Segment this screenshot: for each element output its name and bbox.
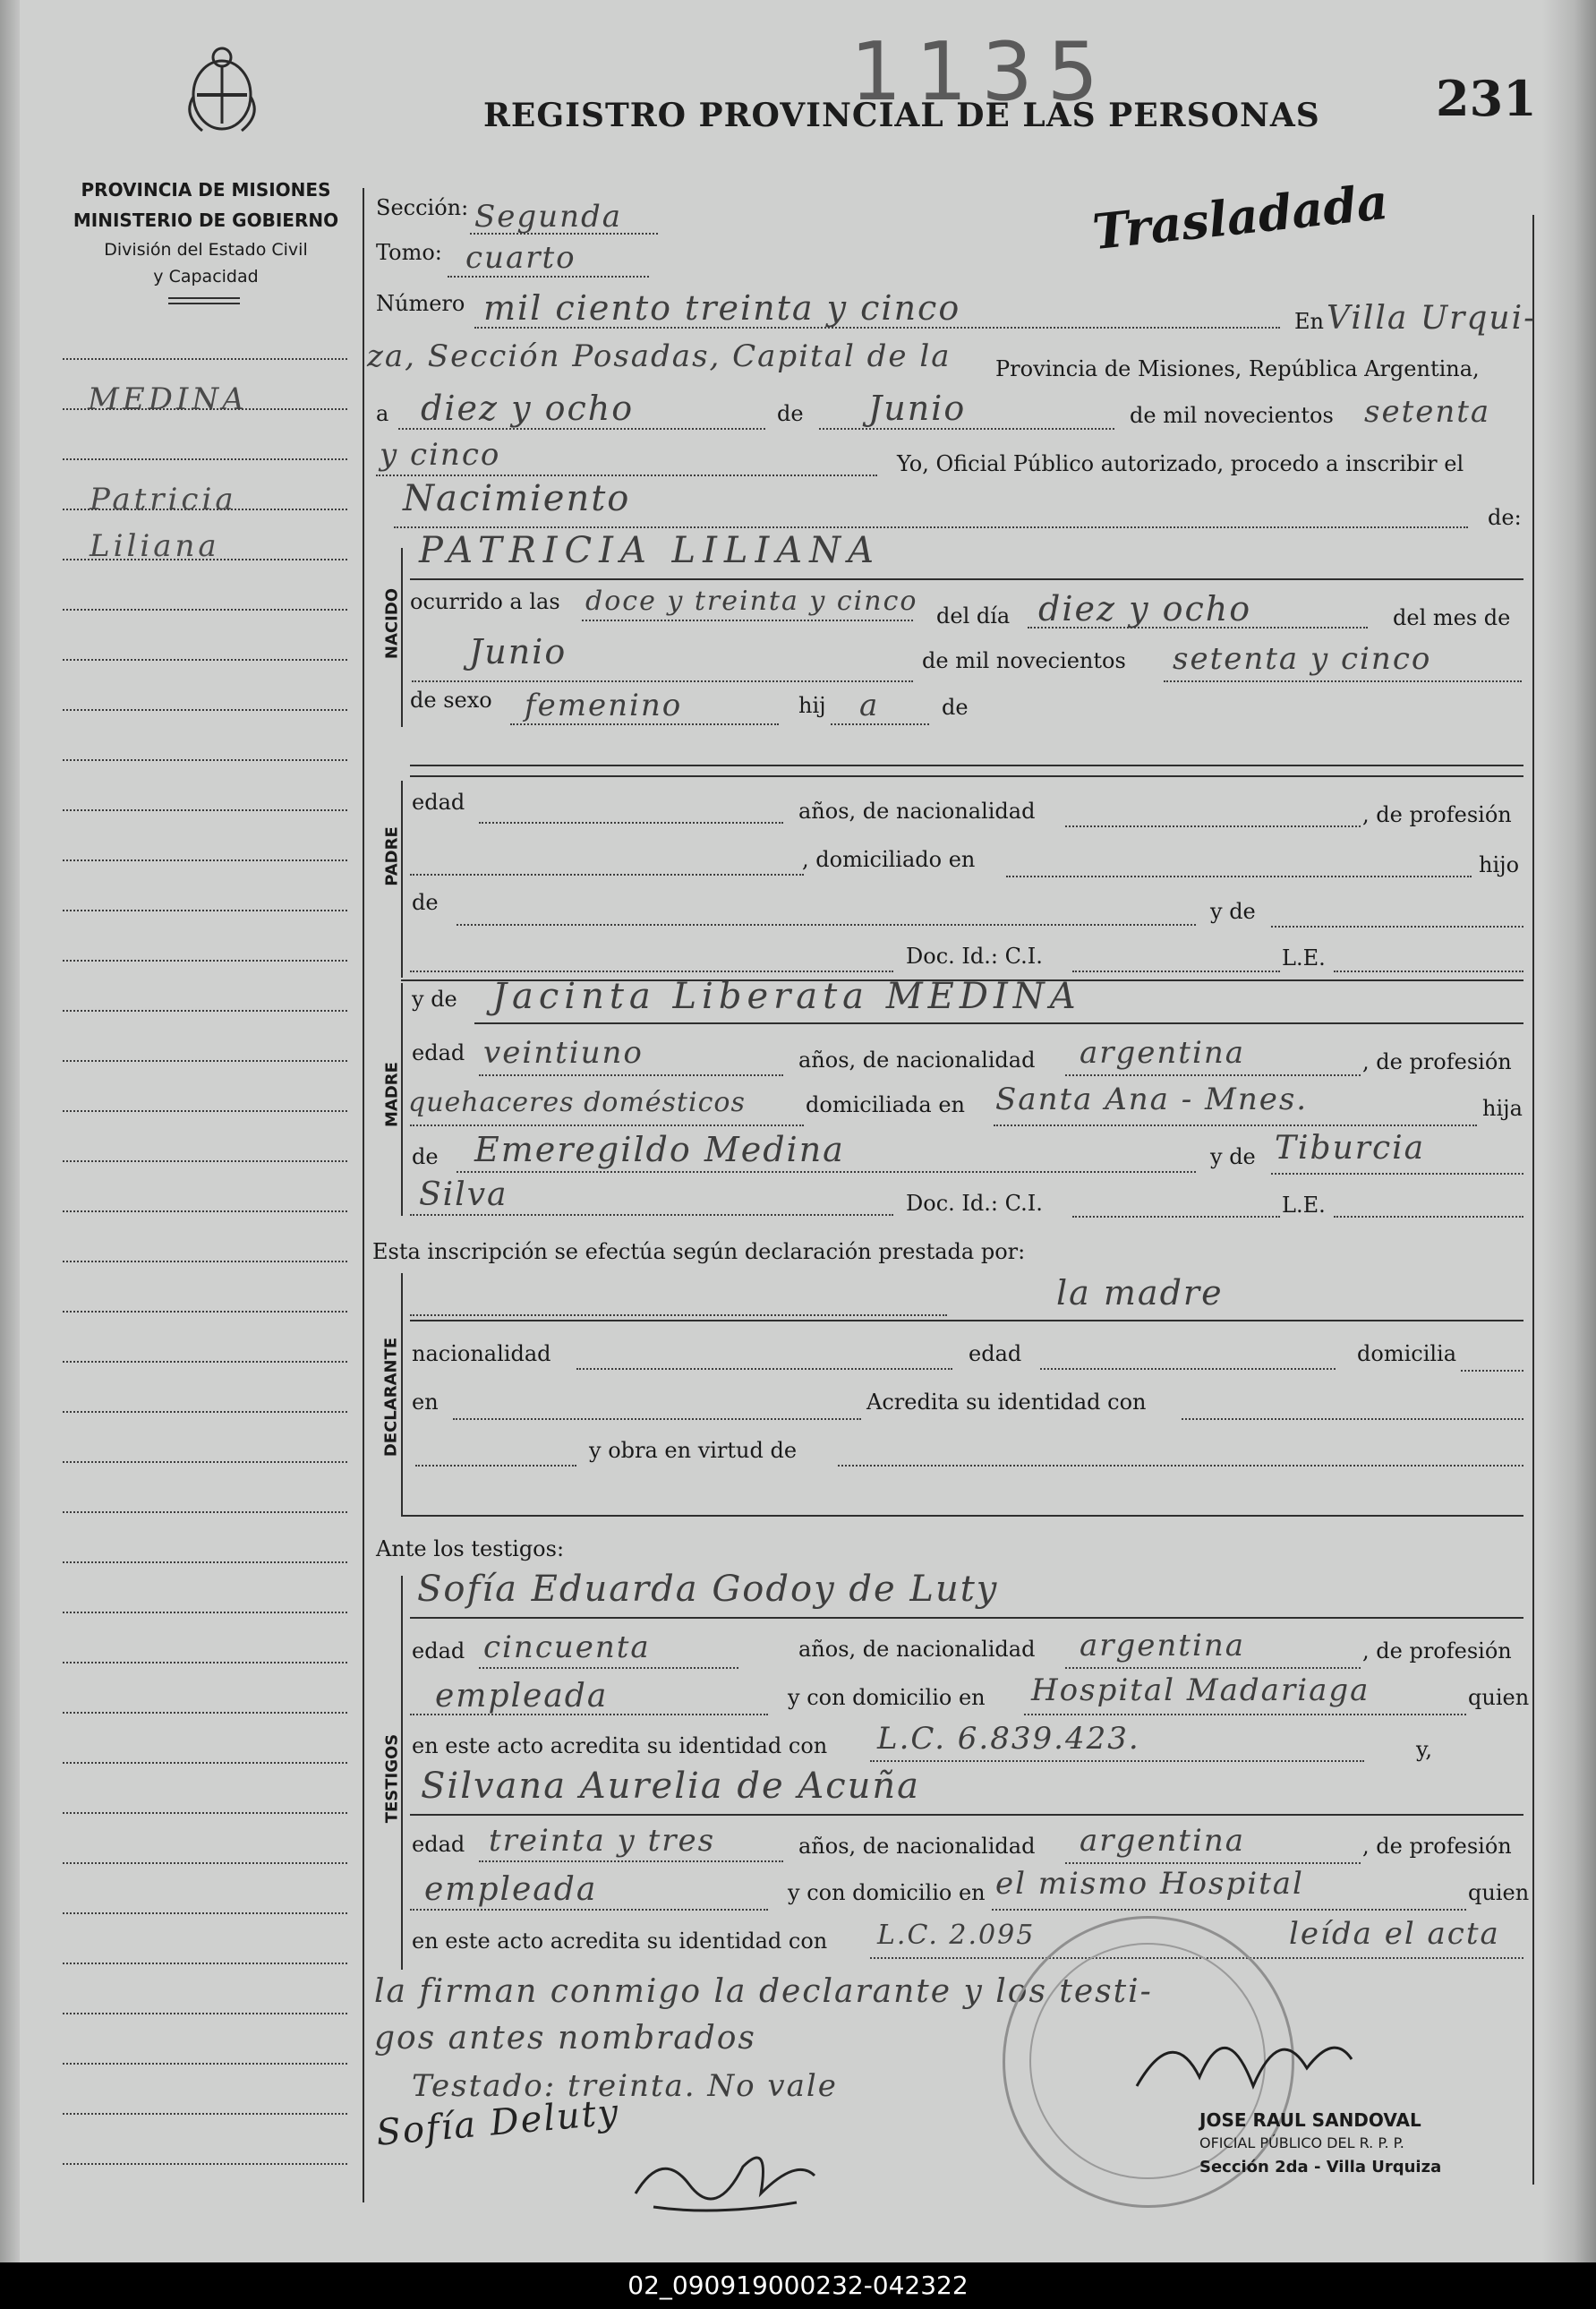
hij-de-label: de xyxy=(942,695,969,720)
testigo1-edad-line xyxy=(479,1667,738,1669)
numero-value: mil ciento treinta y cinco xyxy=(483,288,961,328)
madre-profesion-value: quehaceres domésticos xyxy=(408,1087,746,1118)
testigo2-acredita-label: en este acto acredita su identidad con xyxy=(412,1928,828,1954)
padre-profesion-label: , de profesión xyxy=(1362,802,1512,827)
madre-nacionalidad-value: argentina xyxy=(1080,1035,1246,1071)
testigo1-quien-label: quien xyxy=(1468,1685,1530,1710)
padre-anios-label: años, de nacionalidad xyxy=(798,799,1036,824)
padre-yde-label: y de xyxy=(1210,899,1256,924)
madre-doc-lead xyxy=(410,1214,893,1216)
testigo1-profesion-label: , de profesión xyxy=(1362,1638,1512,1663)
testigo2-edad-value: treinta y tres xyxy=(489,1823,716,1859)
fecha-dia-value: diez y ocho xyxy=(421,389,635,428)
testigo2-profesion-label: , de profesión xyxy=(1362,1834,1512,1859)
tomo-label: Tomo: xyxy=(376,240,442,265)
madre-edad-value: veintiuno xyxy=(483,1035,644,1071)
padre-section-label: PADRE xyxy=(382,826,402,886)
testigo1-edad-value: cincuenta xyxy=(483,1629,651,1665)
madre-madre-value: Tiburcia xyxy=(1275,1130,1426,1167)
madre-prof-line xyxy=(410,1125,804,1126)
padre-hijo-label: hijo xyxy=(1479,852,1520,877)
testigo1-dom-line xyxy=(1024,1714,1466,1715)
declarante-obra-label: y obra en virtud de xyxy=(589,1438,798,1463)
header-divider-2 xyxy=(168,303,240,304)
testigo2-nacionalidad-value: argentina xyxy=(1080,1823,1246,1859)
sexo-line xyxy=(510,723,779,725)
madre-edad-label: edad xyxy=(412,1040,465,1065)
madre-yde2-label: y de xyxy=(1210,1144,1256,1169)
madre-domiciliada-label: domiciliada en xyxy=(806,1092,965,1117)
declarante-en-label: en xyxy=(412,1390,439,1415)
testigo1-anios-label: años, de nacionalidad xyxy=(798,1637,1036,1662)
margin-ruled-line xyxy=(63,609,347,611)
madre-hija-label: hija xyxy=(1482,1096,1523,1121)
en-value-continued: za, Sección Posadas, Capital de la xyxy=(367,338,952,374)
padre-doc-label: Doc. Id.: C.I. xyxy=(906,944,1043,969)
province-heading: PROVINCIA DE MISIONES xyxy=(81,179,331,201)
testigos-intro: Ante los testigos: xyxy=(376,1536,565,1561)
margin-ruled-line xyxy=(63,1762,347,1764)
closing-line-3: Testado: treinta. No vale xyxy=(412,2068,838,2104)
margin-ruled-line xyxy=(63,2163,347,2165)
testigo2-domicilio-value: el mismo Hospital xyxy=(995,1866,1304,1902)
padre-doc-lead xyxy=(410,971,893,972)
declarante-bottom-line xyxy=(401,1515,1523,1517)
margin-ruled-line xyxy=(63,1411,347,1413)
madre-doc-label: Doc. Id.: C.I. xyxy=(906,1191,1043,1216)
madre-profesion-label: , de profesión xyxy=(1362,1049,1512,1074)
padre-le-label: L.E. xyxy=(1282,945,1326,971)
margin-ruled-line xyxy=(63,809,347,811)
testigo1-domicilio-value: Hospital Madariaga xyxy=(1031,1672,1370,1708)
testigo1-name-value: Sofía Eduarda Godoy de Luty xyxy=(417,1569,999,1610)
division-heading-2: y Capacidad xyxy=(153,267,259,286)
padre-le-line xyxy=(1334,971,1523,972)
margin-ruled-line xyxy=(63,1010,347,1012)
madre-madre-value-2: Silva xyxy=(419,1176,508,1213)
ministry-heading: MINISTERIO DE GOBIERNO xyxy=(73,210,339,231)
testigo2-doc-tail: leída el acta xyxy=(1289,1916,1500,1952)
testigo1-acredita-label: en este acto acredita su identidad con xyxy=(412,1733,828,1758)
declarante-acredita-label: Acredita su identidad con xyxy=(866,1390,1147,1415)
margin-ruled-line xyxy=(63,559,347,560)
nacido-anio-value: setenta y cinco xyxy=(1173,641,1432,677)
padre-de-label: de xyxy=(412,890,439,915)
official-role: OFICIAL PÚBLICO DEL R. P. P. xyxy=(1199,2134,1404,2151)
margin-ruled-line xyxy=(63,960,347,962)
padre-nac-line xyxy=(1065,825,1361,827)
madre-yde-label: y de xyxy=(412,987,457,1012)
sexo-label: de sexo xyxy=(410,688,492,713)
madre-doc-line xyxy=(1072,1216,1280,1218)
testigo1-name-line xyxy=(410,1617,1523,1619)
testigo2-domicilio-label: y con domicilio en xyxy=(788,1880,986,1905)
testigo1-nac-line xyxy=(1065,1667,1361,1669)
margin-ruled-line xyxy=(63,910,347,911)
testigo1-edad-label: edad xyxy=(412,1638,465,1663)
madre-le-label: L.E. xyxy=(1282,1193,1326,1218)
margin-ruled-line xyxy=(63,1963,347,1964)
madre-de-line xyxy=(457,1171,1196,1173)
signature-scribble xyxy=(627,2131,824,2220)
nacido-mil-label: de mil novecientos xyxy=(922,648,1126,673)
margin-ruled-line xyxy=(63,1311,347,1313)
testigo2-prof-line xyxy=(410,1909,768,1911)
margin-ruled-line xyxy=(63,1912,347,1914)
madre-dom-line xyxy=(994,1125,1477,1126)
header-divider xyxy=(168,297,240,299)
nacido-section-label: NACIDO xyxy=(382,587,402,660)
fecha-mes-line xyxy=(819,428,1114,430)
fecha-de-label: de xyxy=(777,401,804,426)
margin-ruled-line xyxy=(63,509,347,510)
official-office: Sección 2da - Villa Urquiza xyxy=(1199,2158,1442,2176)
testigo1-profesion-value: empleada xyxy=(435,1678,609,1715)
margin-ruled-line xyxy=(63,1662,347,1663)
acto-line xyxy=(394,526,1468,528)
testigo2-profesion-value: empleada xyxy=(424,1871,598,1908)
fecha-a-label: a xyxy=(376,401,389,426)
madre-edad-line xyxy=(479,1074,783,1076)
margin-ruled-line xyxy=(63,709,347,711)
del-dia-label: del día xyxy=(936,603,1011,629)
padre-de-line xyxy=(457,924,1196,926)
testigo2-nac-line xyxy=(1065,1862,1361,1864)
declarante-dom-line-end xyxy=(1461,1370,1523,1372)
padre-doc-line xyxy=(1072,971,1280,972)
madre-de-label: de xyxy=(412,1144,439,1169)
fecha-dia-line xyxy=(398,428,765,430)
margin-ruled-line xyxy=(63,1712,347,1714)
margin-given-name: Patricia xyxy=(90,482,237,517)
declarante-nacionalidad-label: nacionalidad xyxy=(412,1341,551,1366)
hij-label: hij xyxy=(798,693,826,718)
hij-line xyxy=(831,723,929,725)
declarante-en-line xyxy=(453,1418,861,1420)
margin-ruled-line xyxy=(63,1561,347,1563)
del-mes-label: del mes de xyxy=(1393,605,1511,630)
margin-ruled-line xyxy=(63,2013,347,2014)
testigo1-doc-line xyxy=(870,1760,1364,1762)
closing-line-1: la firman conmigo la declarante y los testi- xyxy=(374,1973,1153,2010)
declarante-nac-line xyxy=(576,1368,952,1370)
madre-le-line xyxy=(1334,1216,1523,1218)
testigo1-prof-line xyxy=(410,1714,768,1715)
margin-ruled-line xyxy=(63,1461,347,1463)
margin-ruled-line xyxy=(63,1361,347,1363)
declarante-name-lead xyxy=(410,1314,947,1316)
margin-ruled-line xyxy=(63,1862,347,1864)
tomo-value: cuarto xyxy=(465,240,576,276)
nacido-name-line xyxy=(410,578,1523,580)
hora-value: doce y treinta y cinco xyxy=(585,586,918,617)
official-name: JOSE RAUL SANDOVAL xyxy=(1199,2109,1421,2131)
madre-section-label: MADRE xyxy=(382,1062,402,1127)
margin-surname: MEDINA xyxy=(88,381,248,417)
testigo2-dom-line xyxy=(992,1909,1466,1911)
declarante-edad-line xyxy=(1040,1368,1336,1370)
fecha-anio-value: setenta xyxy=(1364,394,1491,430)
declarante-intro: Esta inscripción se efectúa según declaración prestada por: xyxy=(372,1239,1026,1264)
margin-ruled-line xyxy=(63,1210,347,1212)
coat-of-arms-emblem xyxy=(175,43,269,136)
fecha-mil-label: de mil novecientos xyxy=(1130,403,1334,428)
fecha-anio-value-2: y cinco xyxy=(380,437,501,473)
declarante-bracket xyxy=(401,1273,403,1515)
seccion-label: Sección: xyxy=(376,195,469,220)
madre-yde2-line xyxy=(1271,1173,1523,1175)
de-colon-label: de: xyxy=(1488,505,1522,530)
testigo2-edad-label: edad xyxy=(412,1832,465,1857)
margin-ruled-line xyxy=(63,1812,347,1814)
testigos-section-label: TESTIGOS xyxy=(382,1733,402,1824)
padre-yde-line xyxy=(1271,926,1523,928)
margin-ruled-line xyxy=(63,659,347,661)
tomo-line xyxy=(448,276,649,278)
margin-ruled-line xyxy=(63,1612,347,1613)
testigo2-quien-label: quien xyxy=(1468,1880,1530,1905)
division-heading: División del Estado Civil xyxy=(104,240,308,260)
testigo1-nacionalidad-value: argentina xyxy=(1080,1628,1246,1663)
testigo1-doc-value: L.C. 6.839.423. xyxy=(877,1721,1140,1757)
sexo-value: femenino xyxy=(525,688,683,723)
margin-ruled-line xyxy=(63,2113,347,2115)
margin-ruled-line xyxy=(63,1110,347,1112)
numero-label: Número xyxy=(376,291,465,316)
declarante-domicilia-label: domicilia xyxy=(1357,1341,1457,1366)
yo-text: Yo, Oficial Público autorizado, procedo a inscribir el xyxy=(897,451,1464,476)
scan-footer-code: 02_090919000232-042322 xyxy=(0,2262,1596,2309)
margin-ruled-line xyxy=(63,408,347,410)
witness-signature: Sofía Deluty xyxy=(374,2091,622,2154)
seccion-value: Segunda xyxy=(474,199,623,235)
trasladada-annotation: Trasladada xyxy=(1089,172,1391,261)
nacido-bottom-line xyxy=(410,765,1523,766)
right-border xyxy=(1532,215,1534,2185)
nacido-name-value: PATRICIA LILIANA xyxy=(419,530,882,571)
nacido-bottom-line-2 xyxy=(410,775,1523,777)
madre-padre-value: Emeregildo Medina xyxy=(474,1130,845,1169)
padre-domiciliado-label: , domiciliado en xyxy=(802,847,976,872)
hij-value: a xyxy=(859,688,880,723)
declarante-name-line xyxy=(410,1320,1523,1321)
nacido-mes-line xyxy=(412,680,913,682)
declarante-section-label: DECLARANTE xyxy=(381,1337,401,1458)
acto-value: Nacimiento xyxy=(403,478,631,519)
handwritten-record-number: 1135 xyxy=(850,25,1114,119)
ocurrido-label: ocurrido a las xyxy=(410,589,560,614)
testigo1-y-label: y, xyxy=(1416,1737,1432,1762)
margin-ruled-line xyxy=(63,759,347,761)
madre-domicilio-value: Santa Ana - Mnes. xyxy=(995,1082,1309,1117)
testigo1-domicilio-label: y con domicilio en xyxy=(788,1685,986,1710)
padre-edad-line xyxy=(479,822,783,824)
closing-line-2: gos antes nombrados xyxy=(374,2020,756,2057)
testigo2-name-line xyxy=(410,1814,1523,1816)
padre-edad-label: edad xyxy=(412,790,465,815)
margin-ruled-line xyxy=(63,458,347,460)
testigo2-anios-label: años, de nacionalidad xyxy=(798,1834,1036,1859)
padre-prof-line xyxy=(410,874,804,876)
testigo2-doc-value: L.C. 2.095 xyxy=(877,1920,1036,1951)
nacido-anio-line xyxy=(1164,680,1522,682)
nacido-mes-value: Junio xyxy=(469,632,568,671)
testigo2-edad-line xyxy=(479,1860,783,1862)
hora-line xyxy=(582,620,913,621)
fecha-mes-value: Junio xyxy=(868,389,967,428)
margin-ruled-line xyxy=(63,1060,347,1062)
madre-name-line xyxy=(474,1022,1523,1024)
madre-nac-line xyxy=(1065,1074,1361,1076)
declarante-name-value: la madre xyxy=(1056,1273,1224,1313)
margin-given-name-2: Liliana xyxy=(90,528,220,564)
margin-ruled-line xyxy=(63,2063,347,2065)
testigo2-name-value: Silvana Aurelia de Acuña xyxy=(421,1766,920,1807)
madre-anios-label: años, de nacionalidad xyxy=(798,1048,1036,1073)
page-title: REGISTRO PROVINCIAL DE LAS PERSONAS xyxy=(483,97,1320,134)
margin-ruled-line xyxy=(63,1261,347,1262)
declarante-obra-line xyxy=(838,1465,1523,1467)
official-signature xyxy=(1128,2005,1361,2113)
margin-ruled-line xyxy=(63,358,347,360)
declarante-acredita-line xyxy=(1182,1418,1523,1420)
folio-number: 231 xyxy=(1436,70,1537,127)
declarante-obra-lead xyxy=(415,1465,576,1467)
en-label: En xyxy=(1294,309,1324,334)
margin-ruled-line xyxy=(63,859,347,861)
nacido-dia-value: diez y ocho xyxy=(1038,589,1252,629)
anio-line-2 xyxy=(376,475,877,476)
en-value: Villa Urqui- xyxy=(1327,300,1537,337)
padre-dom-line xyxy=(1006,876,1472,877)
margin-ruled-line xyxy=(63,1511,347,1513)
madre-name-value: Jacinta Liberata MEDINA xyxy=(492,976,1081,1017)
margin-ruled-line xyxy=(63,1160,347,1162)
margin-divider xyxy=(363,188,364,2202)
provincia-text: Provincia de Misiones, República Argentina, xyxy=(995,356,1480,381)
declarante-edad-label: edad xyxy=(969,1341,1022,1366)
